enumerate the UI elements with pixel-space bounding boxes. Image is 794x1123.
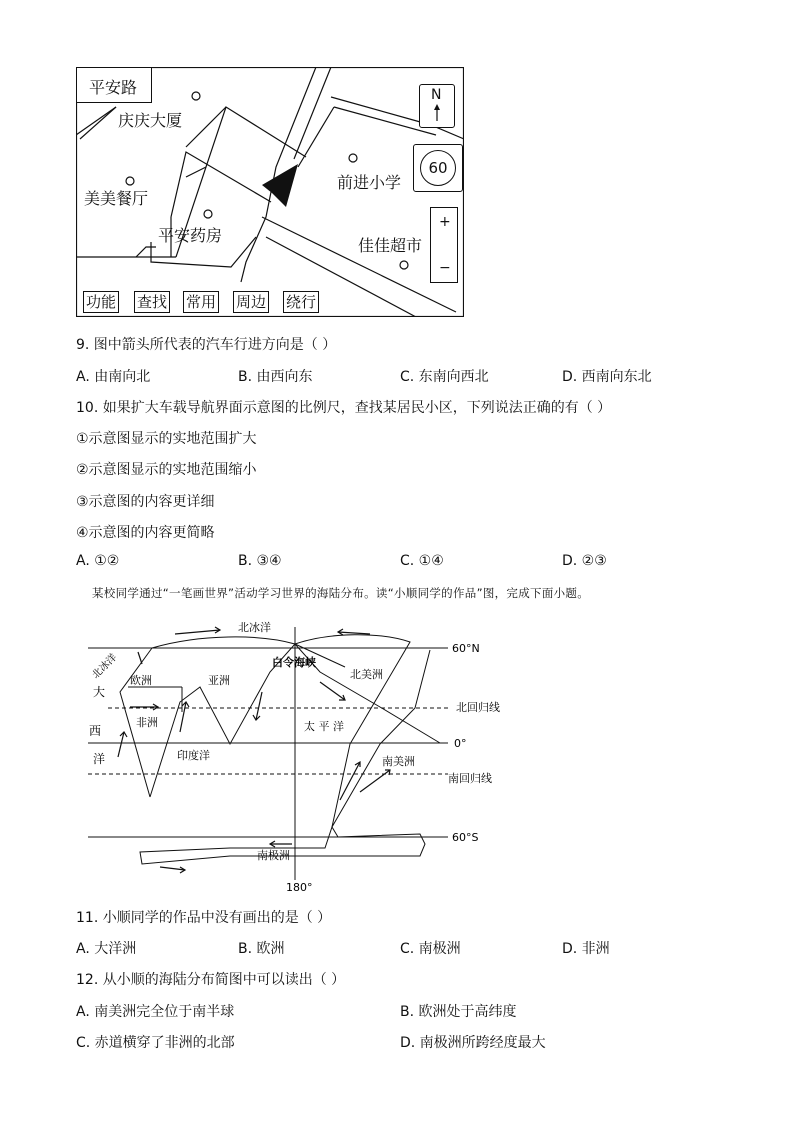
zoom-out-button[interactable]: − xyxy=(439,260,451,276)
speed-box xyxy=(413,144,463,192)
label-north-america: 北美洲 xyxy=(350,668,383,681)
q10-statement-4: ④示意图的内容更简略 xyxy=(76,525,215,541)
q10-statement-1: ①示意图显示的实地范围扩大 xyxy=(76,431,257,447)
q9-option-c: C. 东南向西北 xyxy=(400,369,489,385)
compass-n: N xyxy=(431,87,442,103)
q12-stem: 12. 从小顺的海陆分布简图中可以读出（ ） xyxy=(76,972,346,988)
label-equator: 0° xyxy=(454,737,467,750)
label-antarctica: 南极洲 xyxy=(257,849,290,862)
label-lon-180: 180° xyxy=(286,881,313,894)
q9-option-d: D. 西南向东北 xyxy=(562,369,652,385)
speed-circle xyxy=(420,150,456,186)
detour-button[interactable]: 绕行 xyxy=(283,291,319,313)
function-button[interactable]: 功能 xyxy=(83,291,119,313)
place-pingan: 平安药房 xyxy=(158,226,223,245)
label-arctic-side: 北冰洋 xyxy=(90,652,120,682)
q10-stem: 10. 如果扩大车载导航界面示意图的比例尺，查找某居民小区，下列说法正确的有（ ） xyxy=(76,400,612,416)
label-atlantic-2: 西 xyxy=(89,724,102,738)
zoom-in-button[interactable]: + xyxy=(439,214,451,230)
label-europe: 欧洲 xyxy=(130,674,152,687)
label-bering: 白令海峡 xyxy=(272,656,316,669)
road-label-box xyxy=(77,68,152,103)
q9-option-b: B. 由西向东 xyxy=(238,369,313,385)
label-asia: 亚洲 xyxy=(208,674,230,687)
place-qianjin: 前进小学 xyxy=(337,173,402,192)
common-button[interactable]: 常用 xyxy=(183,291,219,313)
place-meimei: 美美餐厅 xyxy=(84,189,149,208)
q11-option-a: A. 大洋洲 xyxy=(76,941,137,957)
q11-option-b: B. 欧洲 xyxy=(238,941,285,957)
label-tropic-n: 北回归线 xyxy=(456,701,500,714)
label-atlantic-1: 大 xyxy=(93,685,106,699)
label-south-america: 南美洲 xyxy=(382,755,415,768)
label-tropic-s: 南回归线 xyxy=(448,772,492,785)
q11-option-d: D. 非洲 xyxy=(562,941,610,957)
label-atlantic-3: 洋 xyxy=(93,752,106,766)
label-indian: 印度洋 xyxy=(177,749,210,762)
world-sketch-svg xyxy=(80,612,500,897)
q10-statement-3: ③示意图的内容更详细 xyxy=(76,494,215,510)
q12-option-d: D. 南极洲所跨经度最大 xyxy=(400,1035,546,1051)
q10-option-d: D. ②③ xyxy=(562,553,607,569)
north-arrow-icon xyxy=(420,85,454,127)
label-arctic: 北冰洋 xyxy=(238,621,271,634)
intro-text: 某校同学通过“一笔画世界”活动学习世界的海陆分布。读“小顺同学的作品”图，完成下面小题。 xyxy=(92,586,590,600)
q12-option-c: C. 赤道横穿了非洲的北部 xyxy=(76,1035,235,1051)
q9-stem: 9. 图中箭头所代表的汽车行进方向是（ ） xyxy=(76,337,337,353)
q11-stem: 11. 小顺同学的作品中没有画出的是（ ） xyxy=(76,910,332,926)
zoom-control xyxy=(430,207,458,283)
q10-option-c: C. ①④ xyxy=(400,553,444,569)
speed-value: 60 xyxy=(428,159,448,177)
q10-option-a: A. ①② xyxy=(76,553,120,569)
compass-box[interactable] xyxy=(419,84,455,128)
q12-option-b: B. 欧洲处于高纬度 xyxy=(400,1004,517,1020)
road-label: 平安路 xyxy=(89,78,138,97)
label-africa: 非洲 xyxy=(136,716,158,729)
q11-option-c: C. 南极洲 xyxy=(400,941,461,957)
q10-statement-2: ②示意图显示的实地范围缩小 xyxy=(76,462,257,478)
place-jiajia: 佳佳超市 xyxy=(358,236,423,255)
label-pacific: 太 平 洋 xyxy=(304,720,344,733)
q12-option-a: A. 南美洲完全位于南半球 xyxy=(76,1004,235,1020)
q10-option-b: B. ③④ xyxy=(238,553,282,569)
q9-option-a: A. 由南向北 xyxy=(76,369,151,385)
search-button[interactable]: 查找 xyxy=(134,291,170,313)
label-lat-60s: 60°S xyxy=(452,831,479,844)
nearby-button[interactable]: 周边 xyxy=(233,291,269,313)
label-lat-60n: 60°N xyxy=(452,642,480,655)
place-qingqing: 庆庆大厦 xyxy=(118,111,183,130)
